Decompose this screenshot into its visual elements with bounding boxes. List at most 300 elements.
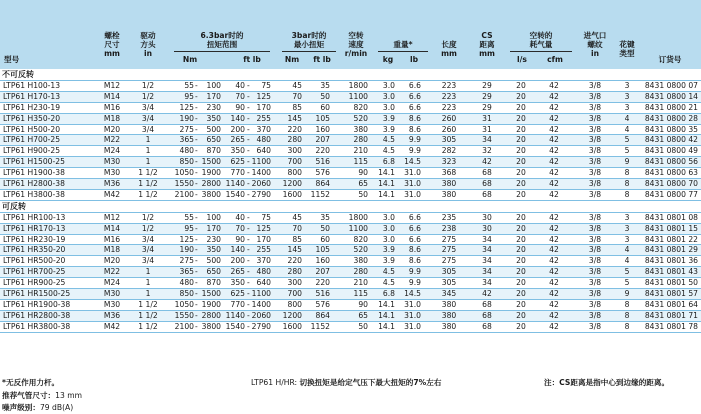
cell-model: LTP61 HR1900-38 xyxy=(3,299,71,309)
cell-order-number: 8431 0800 21 xyxy=(644,102,698,112)
cell-speed: 1100 xyxy=(348,91,368,101)
cell-min-ftlb: 220 xyxy=(315,146,330,156)
cell-torque-ftlb-min: 265 xyxy=(230,267,245,277)
cell-min-nm: 70 xyxy=(292,91,302,101)
cell-order-number: 8431 0801 29 xyxy=(644,245,698,255)
cell-torque-ftlb-max: 255 xyxy=(256,245,271,255)
cell-air-ls: 20 xyxy=(516,102,526,112)
cell-torque-nm-max: 500 xyxy=(206,124,221,134)
cell-torque-ftlb-min: 1140 xyxy=(225,310,245,320)
cell-air-ls: 20 xyxy=(516,135,526,145)
table-row xyxy=(0,245,701,256)
range-dash: - xyxy=(247,321,250,331)
cell-model: LTP61 H700-25 xyxy=(3,135,61,145)
range-dash: - xyxy=(195,113,198,123)
range-dash: - xyxy=(195,102,198,112)
range-dash: - xyxy=(195,91,198,101)
cell-bolt-size: M12 xyxy=(103,81,121,90)
cell-air-cfm: 42 xyxy=(549,81,559,90)
cell-torque-nm-max: 870 xyxy=(206,146,221,156)
cell-torque-nm-max: 2800 xyxy=(201,179,221,189)
cell-weight-lb: 31.0 xyxy=(404,321,421,331)
cell-torque-ftlb-max: 2060 xyxy=(251,179,271,189)
range-dash: - xyxy=(247,212,250,222)
cell-weight-lb: 6.6 xyxy=(408,81,421,90)
cell-min-ftlb: 50 xyxy=(320,91,330,101)
cell-min-ftlb: 576 xyxy=(315,299,330,309)
cell-min-ftlb: 1152 xyxy=(310,189,330,199)
cell-speed: 820 xyxy=(353,102,368,112)
header-bolt-size: 螺栓 尺寸 mm xyxy=(104,31,120,58)
cell-weight-kg: 3.0 xyxy=(382,212,395,222)
cell-torque-ftlb-max: 480 xyxy=(256,267,271,277)
cell-air-cfm: 42 xyxy=(549,278,559,288)
range-dash: - xyxy=(195,157,198,167)
cell-torque-ftlb-max: 2060 xyxy=(251,310,271,320)
cell-torque-nm-min: 275 xyxy=(179,124,194,134)
cell-model: LTP61 H900-25 xyxy=(3,146,61,156)
cell-cs-distance: 29 xyxy=(482,102,492,112)
cell-torque-ftlb-max: 75 xyxy=(261,212,271,222)
range-dash: - xyxy=(195,310,198,320)
cell-torque-ftlb-max: 1100 xyxy=(251,289,271,299)
cell-torque-ftlb-max: 170 xyxy=(256,234,271,244)
cell-bolt-size: M30 xyxy=(103,299,121,309)
footnote-ltp xyxy=(251,377,441,388)
cell-bolt-size: M14 xyxy=(103,91,121,101)
cell-air-ls: 20 xyxy=(516,157,526,167)
cell-length: 380 xyxy=(441,321,457,331)
cell-spline: 4 xyxy=(624,124,630,134)
cell-cs-distance: 34 xyxy=(482,135,492,145)
cell-spline: 5 xyxy=(624,135,630,145)
cell-air-cfm: 42 xyxy=(549,124,559,134)
range-dash: - xyxy=(247,81,250,90)
cell-bolt-size: M22 xyxy=(103,135,121,145)
cell-model: LTP61 HR700-25 xyxy=(3,267,66,277)
range-dash: - xyxy=(195,189,198,199)
cell-air-ls: 20 xyxy=(516,256,526,266)
cell-speed: 1800 xyxy=(348,212,368,222)
cell-min-nm: 1600 xyxy=(282,189,302,199)
cell-air-ls: 20 xyxy=(516,189,526,199)
range-dash: - xyxy=(247,113,250,123)
cell-min-ftlb: 516 xyxy=(315,157,330,167)
table-row xyxy=(0,92,701,103)
cell-air-cfm: 42 xyxy=(549,157,559,167)
cell-torque-ftlb-min: 140 xyxy=(230,113,245,123)
cell-speed: 50 xyxy=(358,189,368,199)
cell-torque-ftlb-min: 1540 xyxy=(225,189,245,199)
cell-spline: 3 xyxy=(624,102,630,112)
cell-drive: 3/4 xyxy=(141,234,155,244)
cell-spline: 8 xyxy=(624,310,630,320)
range-dash: - xyxy=(195,299,198,309)
header-model: 型号 xyxy=(4,55,20,64)
cell-min-nm: 45 xyxy=(292,212,302,222)
cell-weight-lb: 6.6 xyxy=(408,91,421,101)
cell-spline: 8 xyxy=(624,299,630,309)
cell-torque-nm-max: 1500 xyxy=(201,157,221,167)
range-dash: - xyxy=(195,321,198,331)
cell-torque-nm-max: 230 xyxy=(206,102,221,112)
cell-air-ls: 20 xyxy=(516,81,526,90)
footnote-noise xyxy=(2,402,73,413)
range-dash: - xyxy=(195,124,198,134)
cell-air-ls: 20 xyxy=(516,278,526,288)
cell-drive: 1 xyxy=(145,267,151,277)
cell-drive: 3/4 xyxy=(141,113,155,123)
cell-air-cfm: 42 xyxy=(549,267,559,277)
cell-cs-distance: 68 xyxy=(482,168,492,178)
cell-torque-ftlb-min: 1540 xyxy=(225,321,245,331)
cell-torque-nm-min: 95 xyxy=(184,223,194,233)
cell-model: LTP61 HR100-13 xyxy=(3,212,66,222)
cell-order-number: 8431 0800 49 xyxy=(644,146,698,156)
cell-inlet: 3/8 xyxy=(588,179,602,189)
cell-weight-lb: 8.6 xyxy=(408,256,421,266)
cell-bolt-size: M30 xyxy=(103,289,121,299)
cell-bolt-size: M20 xyxy=(103,256,121,266)
cell-air-cfm: 42 xyxy=(549,146,559,156)
header-spline-type: 花键 类型 xyxy=(619,40,635,58)
cell-min-nm: 280 xyxy=(287,267,302,277)
cell-min-ftlb: 60 xyxy=(320,234,330,244)
cell-model: LTP61 HR230-19 xyxy=(3,234,66,244)
cell-torque-nm-max: 1500 xyxy=(201,289,221,299)
cell-torque-ftlb-max: 370 xyxy=(256,124,271,134)
table-row xyxy=(0,81,701,92)
cell-model: LTP61 HR500-20 xyxy=(3,256,66,266)
cell-min-ftlb: 60 xyxy=(320,102,330,112)
cell-min-ftlb: 50 xyxy=(320,223,330,233)
table-row xyxy=(0,125,701,136)
cell-spline: 9 xyxy=(624,157,630,167)
cell-length: 380 xyxy=(441,189,457,199)
cell-length: 260 xyxy=(441,113,457,123)
cell-torque-nm-min: 1050 xyxy=(174,299,194,309)
cell-model: LTP61 H230-19 xyxy=(3,102,61,112)
cell-torque-nm-max: 170 xyxy=(206,91,221,101)
range-dash: - xyxy=(195,256,198,266)
cell-order-number: 8431 0800 56 xyxy=(644,157,698,167)
cell-weight-kg: 3.0 xyxy=(382,102,395,112)
cell-air-cfm: 42 xyxy=(549,321,559,331)
cell-torque-nm-max: 170 xyxy=(206,223,221,233)
cell-inlet: 3/8 xyxy=(588,321,602,331)
table-row xyxy=(0,224,701,235)
cell-torque-nm-max: 350 xyxy=(206,113,221,123)
cell-torque-nm-max: 350 xyxy=(206,245,221,255)
header-weight-lb: lb xyxy=(409,55,419,64)
range-dash: - xyxy=(195,223,198,233)
range-dash: - xyxy=(247,146,250,156)
range-dash: - xyxy=(247,124,250,134)
cell-torque-ftlb-max: 640 xyxy=(256,278,271,288)
table-row xyxy=(0,135,701,146)
cell-torque-ftlb-min: 70 xyxy=(235,91,245,101)
cell-speed: 90 xyxy=(358,299,368,309)
cell-drive: 1/2 xyxy=(141,81,155,90)
cell-model: LTP61 H1900-38 xyxy=(3,168,65,178)
range-dash: - xyxy=(247,267,250,277)
range-dash: - xyxy=(247,278,250,288)
cell-inlet: 3/8 xyxy=(588,234,602,244)
cell-torque-ftlb-max: 2790 xyxy=(251,189,271,199)
range-dash: - xyxy=(195,267,198,277)
cell-weight-lb: 31.0 xyxy=(404,179,421,189)
cell-torque-ftlb-min: 625 xyxy=(230,289,245,299)
footnote-hose-label: 推荐气管尺寸： xyxy=(2,391,56,400)
cell-drive: 1 xyxy=(145,146,151,156)
cell-weight-lb: 8.6 xyxy=(408,245,421,255)
cell-inlet: 3/8 xyxy=(588,223,602,233)
range-dash: - xyxy=(195,179,198,189)
cell-air-cfm: 42 xyxy=(549,168,559,178)
cell-weight-kg: 14.1 xyxy=(378,321,395,331)
cell-order-number: 8431 0800 35 xyxy=(644,124,698,134)
cell-weight-kg: 3.9 xyxy=(382,113,395,123)
cell-torque-nm-min: 1550 xyxy=(174,179,194,189)
header-weight-kg: kg xyxy=(382,55,394,64)
cell-order-number: 8431 0800 63 xyxy=(644,168,698,178)
cell-weight-kg: 4.5 xyxy=(382,146,395,156)
range-dash: - xyxy=(247,189,250,199)
cell-length: 380 xyxy=(441,299,457,309)
range-dash: - xyxy=(195,234,198,244)
cell-air-ls: 20 xyxy=(516,234,526,244)
cell-air-cfm: 42 xyxy=(549,234,559,244)
cell-weight-lb: 6.6 xyxy=(408,102,421,112)
cell-min-nm: 700 xyxy=(287,289,302,299)
cell-speed: 280 xyxy=(353,267,368,277)
cell-speed: 1100 xyxy=(348,223,368,233)
cell-torque-nm-max: 650 xyxy=(206,135,221,145)
header-order-number: 订货号 xyxy=(658,55,682,64)
cell-length: 380 xyxy=(441,179,457,189)
cell-cs-distance: 34 xyxy=(482,234,492,244)
cell-speed: 210 xyxy=(353,278,368,288)
table-row xyxy=(0,146,701,157)
cell-torque-ftlb-max: 75 xyxy=(261,81,271,90)
cell-min-nm: 85 xyxy=(292,102,302,112)
cell-inlet: 3/8 xyxy=(588,102,602,112)
footnote-cs: 注：CS距离是指中心到边缘的距离。 xyxy=(544,378,670,387)
cell-length: 345 xyxy=(441,289,457,299)
cell-model: LTP61 HR170-13 xyxy=(3,223,66,233)
cell-drive: 1/2 xyxy=(141,212,155,222)
cell-torque-nm-min: 125 xyxy=(179,234,194,244)
cell-air-ls: 20 xyxy=(516,245,526,255)
header-torque-range: 6.3bar时的 扭矩范围 xyxy=(200,31,244,49)
cell-min-ftlb: 220 xyxy=(315,278,330,288)
cell-length: 260 xyxy=(441,124,457,134)
header-cs-distance: CS 距离 mm xyxy=(479,31,495,58)
cell-inlet: 3/8 xyxy=(588,310,602,320)
cell-torque-nm-min: 480 xyxy=(179,146,194,156)
range-dash: - xyxy=(247,310,250,320)
cell-bolt-size: M36 xyxy=(103,179,121,189)
cell-torque-nm-min: 365 xyxy=(179,267,194,277)
cell-speed: 820 xyxy=(353,234,368,244)
cell-bolt-size: M30 xyxy=(103,168,121,178)
cell-order-number: 8431 0800 14 xyxy=(644,91,698,101)
cell-order-number: 8431 0801 43 xyxy=(644,267,698,277)
cell-air-ls: 20 xyxy=(516,168,526,178)
cell-weight-lb: 9.9 xyxy=(408,267,421,277)
cell-torque-ftlb-max: 125 xyxy=(256,91,271,101)
cell-bolt-size: M20 xyxy=(103,124,121,134)
cell-min-nm: 1200 xyxy=(282,310,302,320)
cell-order-number: 8431 0801 36 xyxy=(644,256,698,266)
cell-length: 305 xyxy=(441,278,457,288)
cell-min-nm: 700 xyxy=(287,157,302,167)
cell-order-number: 8431 0800 70 xyxy=(644,179,698,189)
cell-cs-distance: 68 xyxy=(482,189,492,199)
cell-model: LTP61 H100-13 xyxy=(3,81,61,90)
header-air-consumption: 空转的 耗气量 xyxy=(529,31,553,49)
cell-air-cfm: 42 xyxy=(549,179,559,189)
cell-spline: 8 xyxy=(624,321,630,331)
cell-air-ls: 20 xyxy=(516,223,526,233)
cell-bolt-size: M18 xyxy=(103,113,121,123)
range-dash: - xyxy=(247,234,250,244)
cell-spline: 5 xyxy=(624,278,630,288)
cell-torque-nm-min: 190 xyxy=(179,113,194,123)
section-title: 不可反转 xyxy=(0,69,701,81)
cell-weight-lb: 31.0 xyxy=(404,299,421,309)
cell-model: LTP61 HR3800-38 xyxy=(3,321,71,331)
cell-cs-distance: 68 xyxy=(482,299,492,309)
cell-inlet: 3/8 xyxy=(588,267,602,277)
cell-weight-kg: 4.5 xyxy=(382,267,395,277)
cell-min-nm: 280 xyxy=(287,135,302,145)
cell-weight-lb: 14.5 xyxy=(404,157,421,167)
cell-min-nm: 300 xyxy=(287,278,302,288)
cell-weight-kg: 14.1 xyxy=(378,168,395,178)
cell-bolt-size: M42 xyxy=(103,321,121,331)
cell-torque-nm-min: 125 xyxy=(179,102,194,112)
cell-model: LTP61 HR350-20 xyxy=(3,245,66,255)
cell-drive: 1 1/2 xyxy=(138,168,158,178)
cell-torque-ftlb-max: 370 xyxy=(256,256,271,266)
cell-weight-lb: 8.6 xyxy=(408,124,421,134)
cell-speed: 520 xyxy=(353,113,368,123)
cell-length: 235 xyxy=(441,212,457,222)
cell-torque-ftlb-max: 125 xyxy=(256,223,271,233)
cell-torque-nm-max: 3800 xyxy=(201,321,221,331)
header-min-nm: Nm xyxy=(284,55,300,64)
cell-min-nm: 145 xyxy=(287,245,302,255)
range-dash: - xyxy=(247,223,250,233)
cell-length: 223 xyxy=(441,91,457,101)
cell-cs-distance: 32 xyxy=(482,146,492,156)
range-dash: - xyxy=(247,299,250,309)
cell-speed: 90 xyxy=(358,168,368,178)
cell-air-ls: 20 xyxy=(516,299,526,309)
table-footnotes xyxy=(0,373,701,414)
footnote-weight: *无反作用力杆。 xyxy=(2,378,60,387)
cell-inlet: 3/8 xyxy=(588,189,602,199)
cell-spline: 3 xyxy=(624,234,630,244)
cell-bolt-size: M16 xyxy=(103,234,121,244)
cell-air-cfm: 42 xyxy=(549,102,559,112)
cell-weight-kg: 3.0 xyxy=(382,91,395,101)
header-torque-underline xyxy=(174,51,270,52)
cell-spline: 8 xyxy=(624,179,630,189)
cell-cs-distance: 34 xyxy=(482,267,492,277)
range-dash: - xyxy=(247,168,250,178)
cell-weight-kg: 3.9 xyxy=(382,256,395,266)
range-dash: - xyxy=(247,245,250,255)
cell-torque-ftlb-max: 1400 xyxy=(251,168,271,178)
header-min-torque: 3bar时的 最小扭矩 xyxy=(291,31,327,49)
cell-torque-nm-min: 2100 xyxy=(174,321,194,331)
cell-air-ls: 20 xyxy=(516,321,526,331)
cell-min-nm: 220 xyxy=(287,256,302,266)
cell-model: LTP61 HR900-25 xyxy=(3,278,66,288)
cell-order-number: 8431 0800 77 xyxy=(644,189,698,199)
cell-order-number: 8431 0801 15 xyxy=(644,223,698,233)
cell-weight-lb: 8.6 xyxy=(408,113,421,123)
cell-model: LTP61 H1500-25 xyxy=(3,157,65,167)
cell-torque-ftlb-min: 770 xyxy=(230,168,245,178)
cell-weight-lb: 31.0 xyxy=(404,310,421,320)
cell-torque-ftlb-min: 140 xyxy=(230,245,245,255)
cell-min-ftlb: 864 xyxy=(315,179,330,189)
cell-weight-kg: 3.0 xyxy=(382,223,395,233)
cell-spline: 3 xyxy=(624,223,630,233)
cell-length: 305 xyxy=(441,267,457,277)
cell-min-nm: 70 xyxy=(292,223,302,233)
table-row xyxy=(0,278,701,289)
cell-air-ls: 20 xyxy=(516,113,526,123)
cell-torque-nm-max: 870 xyxy=(206,278,221,288)
cell-inlet: 3/8 xyxy=(588,168,602,178)
cell-speed: 50 xyxy=(358,321,368,331)
cell-spline: 3 xyxy=(624,91,630,101)
cell-torque-ftlb-min: 350 xyxy=(230,146,245,156)
cell-drive: 1 xyxy=(145,278,151,288)
cell-min-nm: 220 xyxy=(287,124,302,134)
cell-weight-kg: 4.5 xyxy=(382,135,395,145)
cell-bolt-size: M42 xyxy=(103,189,121,199)
cell-spline: 8 xyxy=(624,189,630,199)
cell-torque-nm-min: 480 xyxy=(179,278,194,288)
cell-speed: 520 xyxy=(353,245,368,255)
cell-air-ls: 20 xyxy=(516,267,526,277)
cell-bolt-size: M16 xyxy=(103,102,121,112)
cell-cs-distance: 31 xyxy=(482,113,492,123)
table-row xyxy=(0,235,701,246)
cell-min-ftlb: 160 xyxy=(315,256,330,266)
cell-inlet: 3/8 xyxy=(588,91,602,101)
cell-air-cfm: 42 xyxy=(549,223,559,233)
cell-weight-kg: 6.8 xyxy=(382,157,395,167)
cell-torque-nm-max: 1900 xyxy=(201,168,221,178)
cell-torque-ftlb-min: 70 xyxy=(235,223,245,233)
cell-air-ls: 20 xyxy=(516,124,526,134)
cell-length: 275 xyxy=(441,234,457,244)
cell-order-number: 8431 0800 07 xyxy=(644,81,698,90)
cell-torque-nm-max: 230 xyxy=(206,234,221,244)
cell-min-ftlb: 864 xyxy=(315,310,330,320)
cell-cs-distance: 30 xyxy=(482,223,492,233)
cell-drive: 1 xyxy=(145,289,151,299)
cell-torque-ftlb-min: 1140 xyxy=(225,179,245,189)
cell-spline: 9 xyxy=(624,289,630,299)
cell-weight-kg: 14.1 xyxy=(378,179,395,189)
